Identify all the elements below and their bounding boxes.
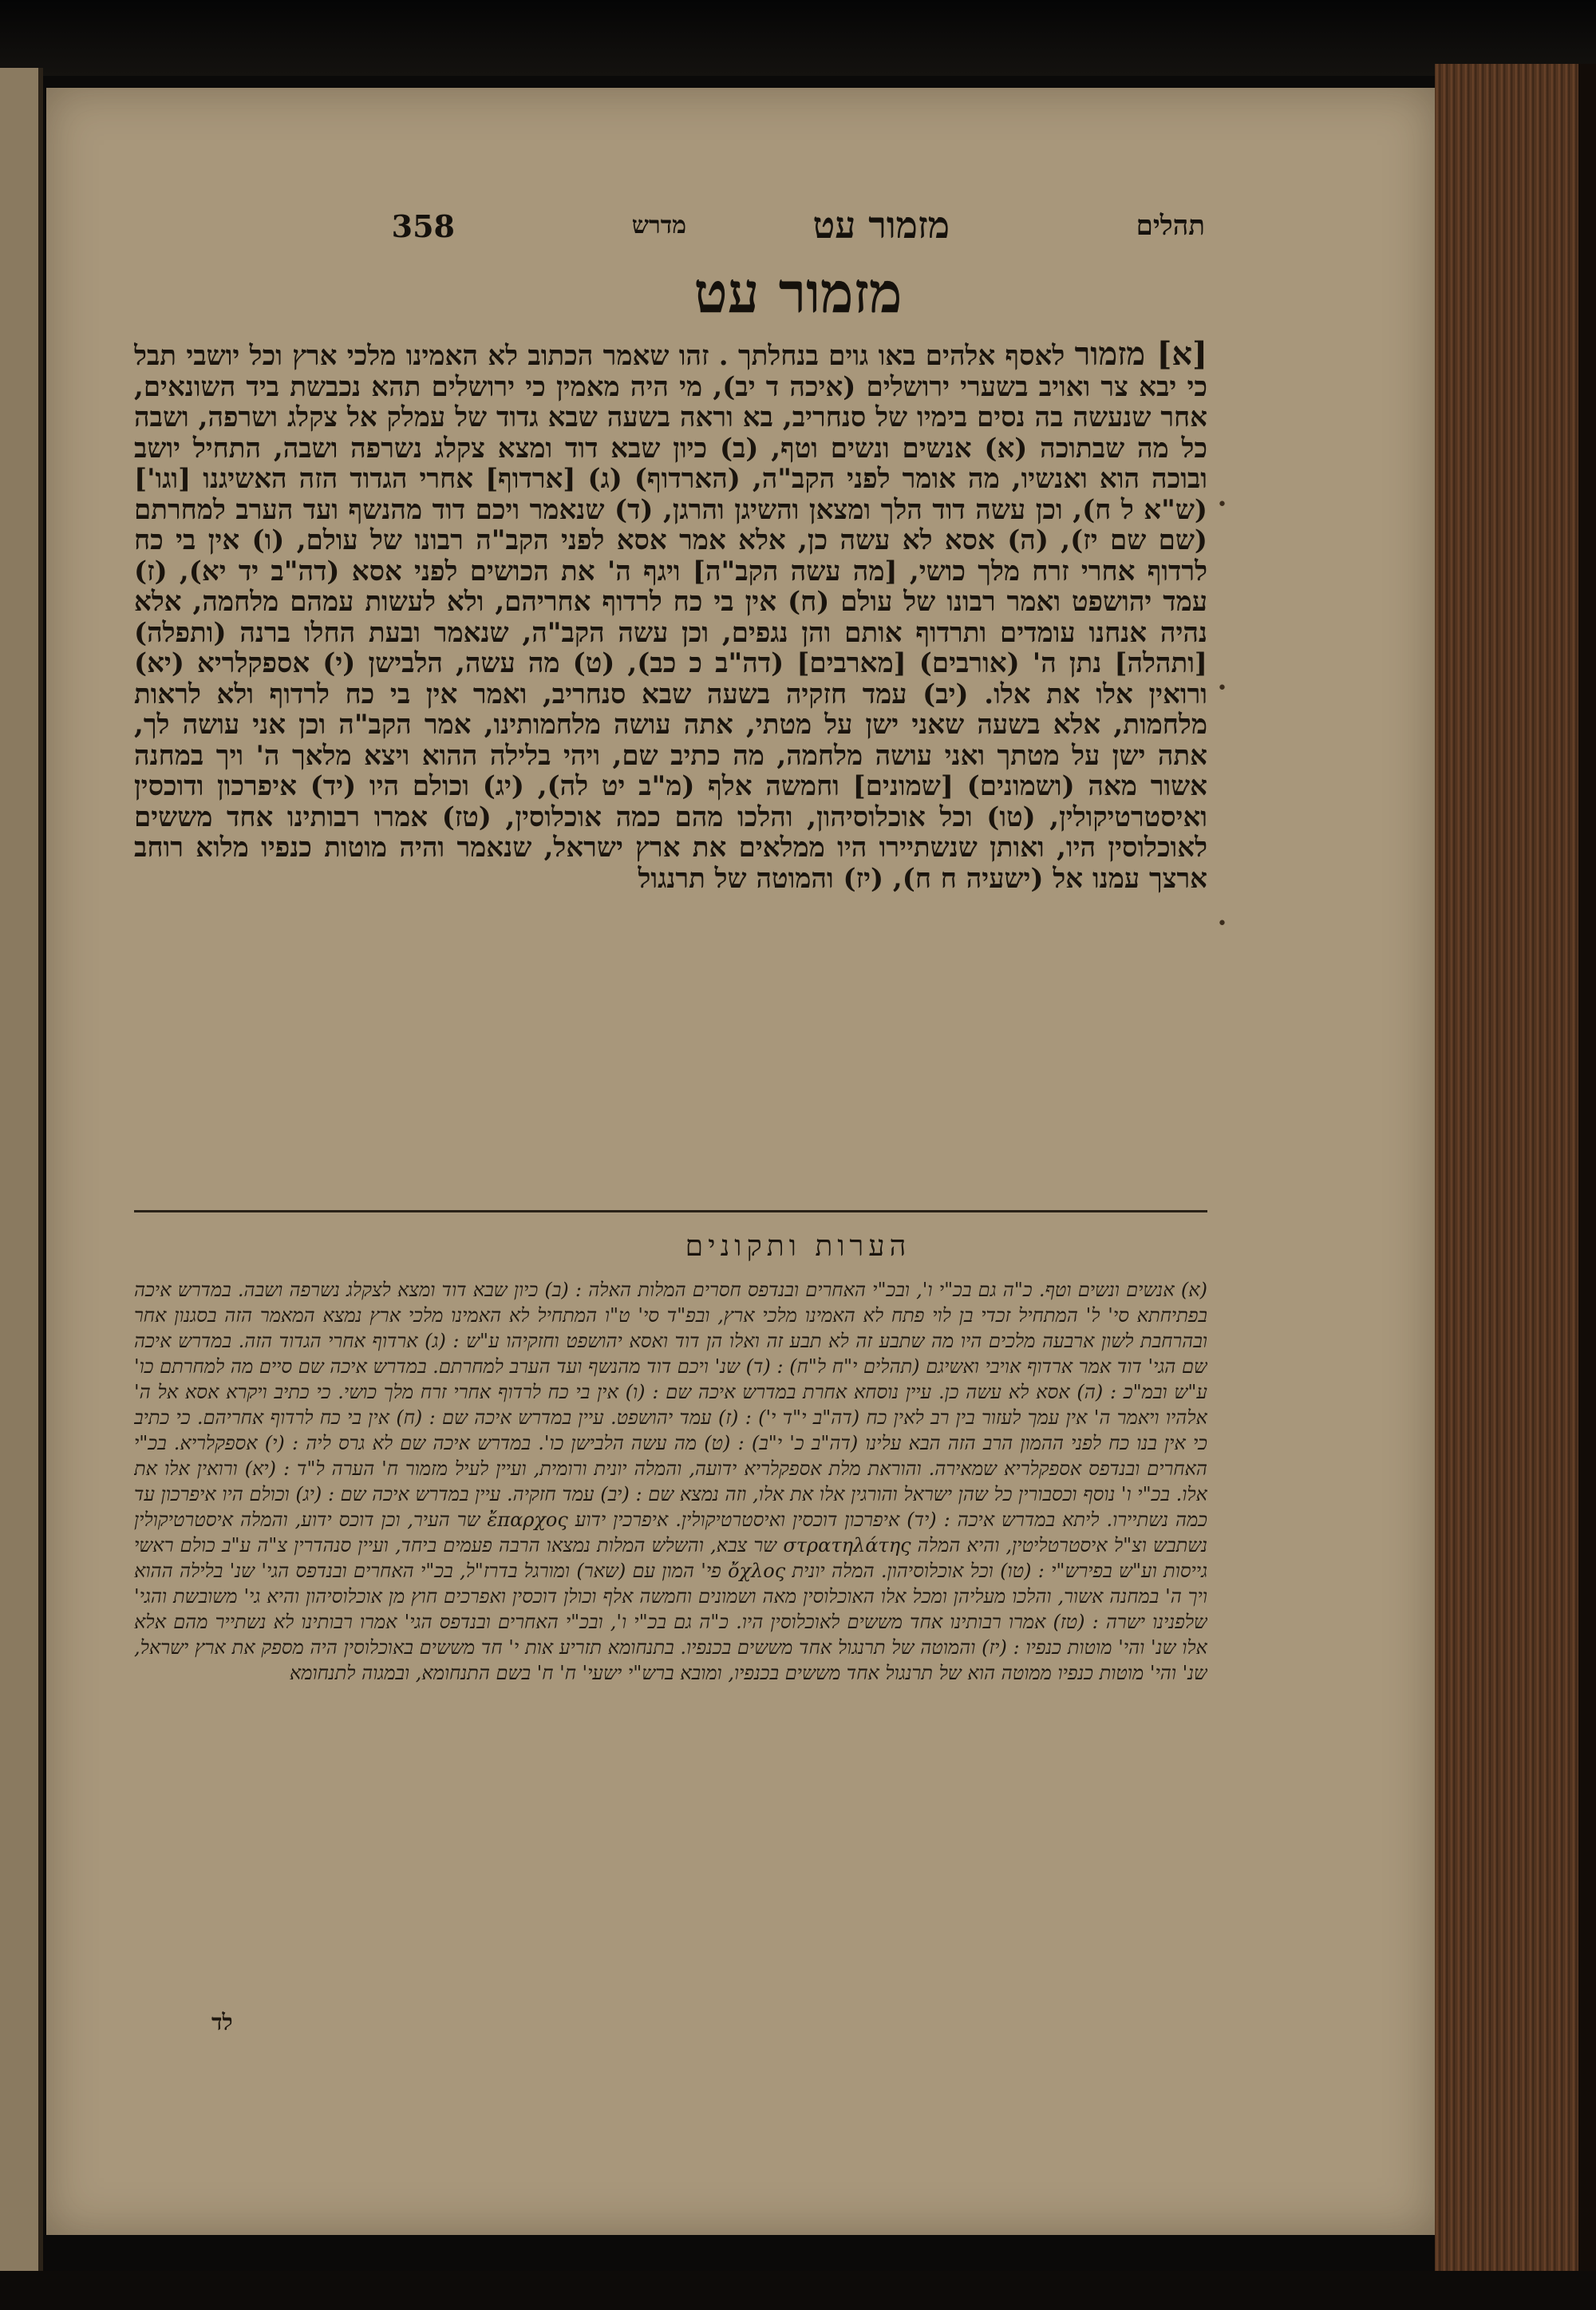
notes-text: (א) אנשים ונשים וטף. כ"ה גם בכ"י ו', ובכ"י האחרים ובנדפס חסרים המלות האלה : (ב) כיון שבא דוד ומצא לצקלג נשרפה ושבה. במדרש איכה בפתיחתא סי' ל' המתחיל זכדי בן לוי פתח לא האמינו מלכי ארץ, ובפ"ד סי' ט"ו המתחיל לא האמינו מלכי ארץ נמצא המאמר הזה בסגנון אחר ובהרחבת לשון ארבעה מלכים היו מה שתבע זה לא תבע זה ואלו הן דוד ואסא יהושפט וחזקיהו ע"ש : (ג) ארדוף אחרי הגדוד הזה. במדרש איכה שם הגי' דוד אמר ארדוף אויבי ואשיגם (תהלים י"ח ל"ח) : (ד) שנ' ויכם דוד מהנשף ועד הערב למחרתם. במדרש איכה שם סיים מה למחרתם כו' ע"ש ובמ"כ : (ה) אסא לא עשה כן. עיין נוסחא אחרת במדרש איכה שם : (ו) אין בי כח לרדוף אחרי זרח מלך כושי. כי כתיב ויקרא אסא אל ה' אלהיו ויאמר ה' אין עמך לעזור בין רב לאין כח (דה"ב י"ד י') : (ז) עמד יהושפט. עיין במדרש איכה שם : (ח) אין בי כח לרדוף אחריהם. כי כתיב כי אין בנו כח לפני ההמון הרב הזה הבא עלינו (דה"ב כ' י"ב) : (ט) מה עשה הלבישן כו'. במדרש איכה שם לא גרס ליה : (י) אספקלריא. בכ"י האחרים ובנדפס אספקלריא שמאירה. והוראת מלת אספקלריא ידועה, והמלה יונית ורומית, ועיין לעיל מזמור ח' הערה ל"ד : (יא) ורואין אלו את אלו. בכ"י ו' נוסף וכסבורין כל שהן ישראל והורגין אלו את אלו, וזה נמצא שם : (יב) עמד חזקיה. עיין במדרש איכה שם : (יג) וכולם היו איפרכון עד כמה נשתיירו. ליתא במדרש איכה : (יד) איפרכון דוכסין ואיסטרטיקולין. איפרכין ידוע ἔπαρχος שר העיר, וכן דוכס ידוע, והמלה איסטרטיקולין נשתבש וצ"ל איסטרטליטין, והיא המלה στρατηλάτης שר צבא, והשלש המלות נמצאו הרבה פעמים ביחד, ועיין סנהדרין צ"ה ע"ב כולם ראשי גייסות וע"ש בפירש"י : (טו) וכל אוכלוסיהון. המלה יונית ὄχλος פי' המון עם (שאר) ומורגל בדרז"ל, בכ"י האחרים ובנדפס הגי' שנ' בלילה ההוא ויך ה' במחנה אשור, והלכו מעליהן ומכל אלו האוכלוסין מאה ושמונים וחמשה אלף וכולן דוכסין ואפרכים חוץ מן אוכלוסיהון והיא גי' משובשת והגי' שלפנינו ישרה : (טז) אמרו רבותינו אחד מששים לאוכלוסין היו. כ"ה גם בכ"י ו', ובכ"י האחרים ובנדפס הגי' אמרו רבותינו לא נשתייר מהם אלא אלו שנ' והי' מוטות כנפיו : (יז) והמוטה של תרנגול אחד מששים בכנפיו. בתנחומא תזריע אות י' חד מששים באוכלוסין היה מספק את ארץ ישראל, שנ' והי' מוטות כנפיו ממוטה הוא של תרנגול אחד מששים בכנפיו, ומובא ברש"י ישעי' ח' ח' בשם התנחומא, ובמגוה לתנחומא (134, 1279, 1207, 1684)
running-head-book: תהלים (1136, 210, 1205, 242)
page-number: 358 (391, 208, 455, 244)
margin-mark: • (1217, 678, 1227, 698)
book-page-edges (1435, 64, 1578, 2275)
book-spine-shadow (1578, 64, 1596, 2275)
main-text (134, 339, 1207, 1193)
running-head-title: מזמור עט (812, 204, 950, 247)
running-head-midrash: מדרש (631, 212, 686, 239)
signature-mark: לד (211, 2009, 233, 2035)
chapter-heading: מזמור עט (693, 259, 903, 326)
facing-page-edge (0, 68, 43, 2271)
section-divider (134, 1210, 1207, 1212)
main-text-body: לאסף אלהים באו גוים בנחלתך . זהו שאמר הכתוב לא האמינו מלכי ארץ וכל יושבי תבל כי יבא צר ואויב בשערי ירושלים (איכה ד יב), מי היה מאמין כי ירושלים תהא נכבשת ביד השונאים, אחר שנעשה בה נסים בימיו של סנחריב, בא וראה בשעה שבא גדוד של עמלק אל צקלג ושרפה, ושבה כל מה שבתוכה (א) אנשים ונשים וטף, (ב) כיון שבא דוד ומצא צקלג נשרפה ושבה, התחיל יושב ובוכה הוא ואנשיו, מה אומר לפני הקב"ה, (הארדוף) (ג) [ארדוף] אחרי הגדוד הזה האשיגנו [וגו'] (ש"א ל ח), וכן עשה דוד הלך ומצאן והשיגן והרגן, (ד) שנאמר ויכם דוד מהנשף ועד הערב למחרתם (שם שם יז), (ה) אסא לא עשה כן, אלא אמר אסא לפני הקב"ה רבונו של עולם, (ו) אין בי כח לרדוף אחרי זרח מלך כושי, [מה עשה הקב"ה] ויגף ה' את הכושים לפני אסא (דה"ב יד יא), (ז) עמד יהושפט ואמר רבונו של עולם (ח) אין בי כח לרדוף אחריהם, ולא לעשות עמהם מלחמה, אלא נהיה אנחנו עומדים ותרדוף אותם והן נגפים, וכן עשה הקב"ה, שנאמר ובעת החלו ברנה (ותפלה) [ותהלה] נתן ה' (אורבים) [מארבים] (דה"ב כ כב), (ט) מה עשה, הלבישן (י) אספקלריא (יא) ורואין אלו את אלו. (יב) עמד חזקיה בשעה שבא סנחריב, ואמר אין בי כח לרדוף ולא לראות מלחמות, אלא בשעה שאני ישן על מטתי, אתה עושה מלחמותינו, אמר הקב"ה וכן אני עושה לך, אתה ישן על מטתך ואני עושה מלחמה, מה כתיב שם, ויהי בלילה ההוא ויצא מלאך ה' ויך במחנה אשור מאה (ושמונים) [שמונים] וחמשה אלף (מ"ב יט לה), (יג) וכולם היו (יד) איפרכון ודוכסין ואיסטרטיקולין, (טו) וכל אוכלוסיהון, והלכו מהם כמה אוכלוסין, (טז) אמרו רבותינו אחד מששים לאוכלוסין היו, ואותן שנשתיירו היו ממלאים את ארץ ישראל, שנאמר והיה מוטות כנפיו מלוא רוחב ארצך עמנו אל (ישעיה ח ח), (יז) והמוטה של תרנגול (134, 340, 1207, 895)
running-head (391, 204, 1205, 251)
notes-heading: הערות ותקונים (685, 1230, 911, 1263)
opening-word: [א] מזמור (1074, 339, 1207, 373)
bottom-background (0, 2271, 1596, 2310)
margin-mark: • (1217, 914, 1227, 934)
margin-mark: • (1217, 495, 1227, 515)
top-background (0, 0, 1596, 76)
